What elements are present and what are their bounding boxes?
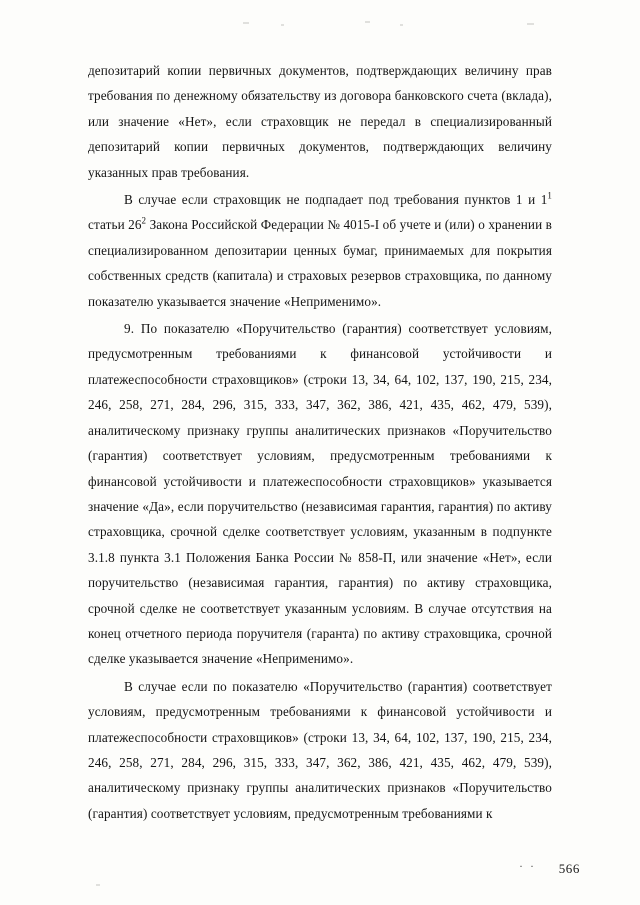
paragraph-text-segment: Закона Российской Федерации № 4015-I об учете и (или) о хранении в специализированном депозитарии ценных бумаг, принимаемых для покрытия собственных средств (капитала) и страховых резервов страховщика, по данному показателю указывается значение «Неприменимо». xyxy=(88,217,553,309)
footnote-superscript-1: 1 xyxy=(547,190,552,201)
page-text-body xyxy=(88,58,552,826)
paragraph-continuation: депозитарий копии первичных документов, подтверждающих величину прав требования по денежному обязательству из договора банковского счета (вклада), или значение «Нет», если страховщик не передал в специализированный депозитарий копии первичных документов, подтверждающих величину указанных прав требования. xyxy=(88,63,552,180)
page-number: 566 xyxy=(558,861,580,876)
paragraph-exception-clause xyxy=(88,187,552,314)
paragraph-text-segment: В случае если страховщик не подпадает под требования пунктов 1 и 1 xyxy=(124,192,548,208)
paragraph-item-9-continuation: В случае если по показателю «Поручительство (гарантия) соответствует условиям, предусмотренным требованиями к финансовой устойчивости и платежеспособности страховщиков» (строки 13, 34, 64, 102, 137, 190, 215, 234, 246, 258, 271, 284, 296, 315, 333, 347, 362, 386, 421, 435, 462, 479, 539), аналитическому признаку группы аналитических признаков «Поручительство (гарантия) соответствует условиям, предусмотренным требованиями к xyxy=(88,678,552,821)
scan-artifact xyxy=(527,23,534,25)
scan-artifact xyxy=(400,24,403,26)
scan-artifact xyxy=(96,884,100,886)
scan-artifact xyxy=(243,22,249,24)
paragraph-text-segment: статьи 26 xyxy=(88,217,142,233)
page-footer-marks: · · xyxy=(519,859,536,873)
footnote-superscript-2: 2 xyxy=(141,216,147,227)
scan-artifact xyxy=(365,21,370,23)
paragraph-item-9: 9. По показателю «Поручительство (гарантия) соответствует условиям, предусмотренным требованиями к финансовой устойчивости и платежеспособности страховщиков» (строки 13, 34, 64, 102, 137, 190, 215, 234, 246, 258, 271, 284, 296, 315, 333, 347, 362, 386, 421, 435, 462, 479, 539), аналитическому признаку группы аналитических признаков «Поручительство (гарантия) соответствует условиям, предусмотренным требованиями к финансовой устойчивости и платежеспособности страховщиков» указывается значение «Да», если поручительство (независимая гарантия, гарантия) по активу страховщика, срочной сделке соответствует условиям, указанным в подпункте 3.1.8 пункта 3.1 Положения Банка России № 858-П, или значение «Нет», если поручительство (независимая гарантия, гарантия) по активу страховщика, срочной сделке не соответствует указанным условиям. В случае отсутствия на конец отчетного периода поручителя (гаранта) по активу страховщика, срочной сделке указывается значение «Неприменимо». xyxy=(88,321,552,667)
scan-artifact xyxy=(281,24,284,26)
